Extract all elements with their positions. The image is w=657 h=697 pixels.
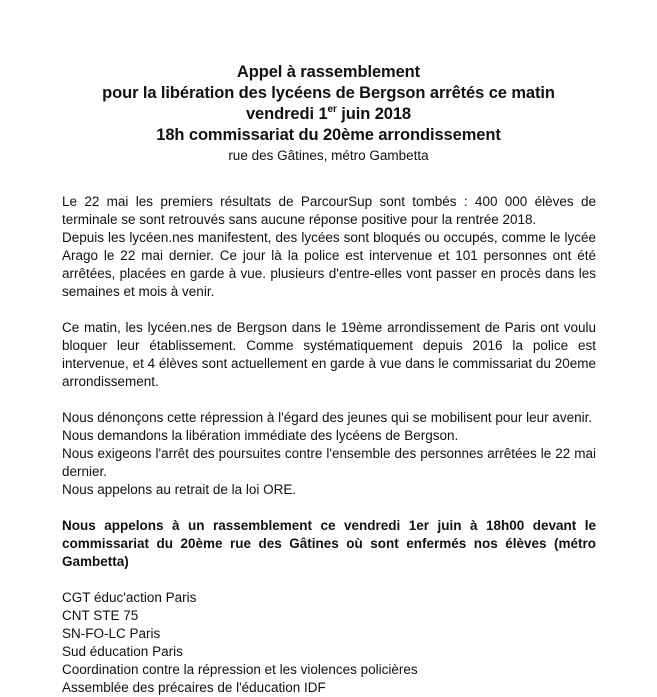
paragraph-parcoursup	[62, 193, 596, 301]
header-subtitle: pour la libération des lycéens de Bergson arrêtés ce matin	[102, 84, 555, 102]
document-body	[62, 193, 596, 697]
signatory: Coordination contre la répression et les violences policières	[62, 662, 418, 677]
paragraph-demands	[62, 409, 596, 499]
paragraph-line: Le 22 mai les premiers résultats de ParcourSup sont tombés : 400 000 élèves de terminale se sont retrouvés sans aucune réponse positive pour la rentrée 2018.	[62, 194, 596, 227]
header-date	[0, 104, 657, 125]
signatory: CNT STE 75	[62, 608, 139, 623]
paragraph-line: Nous dénonçons cette répression à l'égard des jeunes qui se mobilisent pour leur avenir.	[62, 410, 593, 425]
paragraph-line: Depuis les lycéen.nes manifestent, des lycées sont bloqués ou occupés, comme le lycée Arago le 22 mai dernier. Ce jour là la police est intervenue et 101 personnes ont été arrêtées, placées en garde à vue. plusieurs d'entre-elles vont passer en procès dans les semaines et mois à venir.	[62, 230, 596, 299]
header-address: rue des Gâtines, métro Gambetta	[228, 148, 429, 163]
header-date-text: vendredi 1	[245, 105, 328, 123]
paragraph-bergson: Ce matin, les lycéen.nes de Bergson dans le 19ème arrondissement de Paris ont voulu bloquer leur établissement. Comme systématiquement depuis 2016 la police est intervenue, et 4 élèves sont actuellement en garde à vue dans le commissariat du 20eme arrondissement.	[62, 320, 596, 389]
signatory: Sud éducation Paris	[62, 644, 183, 659]
signatories-list	[62, 589, 596, 697]
signatory: SN-FO-LC Paris	[62, 626, 161, 641]
header-location: 18h commissariat du 20ème arrondissement	[156, 126, 501, 144]
signatory: CGT éduc'action Paris	[62, 590, 197, 605]
signatory: Assemblée des précaires de l'éducation IDF	[62, 680, 326, 695]
paragraph-line: Nous exigeons l'arrêt des poursuites contre l'ensemble des personnes arrêtées le 22 mai dernier.	[62, 446, 596, 479]
paragraph-line: Nous demandons la libération immédiate des lycéens de Bergson.	[62, 428, 459, 443]
header-date-ordinal: er	[327, 103, 337, 115]
paragraph-line: Nous appelons au retrait de la loi ORE.	[62, 482, 297, 497]
document-header	[0, 62, 657, 165]
header-date-rest: juin 2018	[336, 105, 411, 123]
paragraph-call-to-rally: Nous appelons à un rassemblement ce vendredi 1er juin à 18h00 devant le commissariat du 20ème rue des Gâtines où sont enfermés nos élèves (métro Gambetta)	[62, 518, 596, 569]
header-title: Appel à rassemblement	[236, 63, 421, 81]
